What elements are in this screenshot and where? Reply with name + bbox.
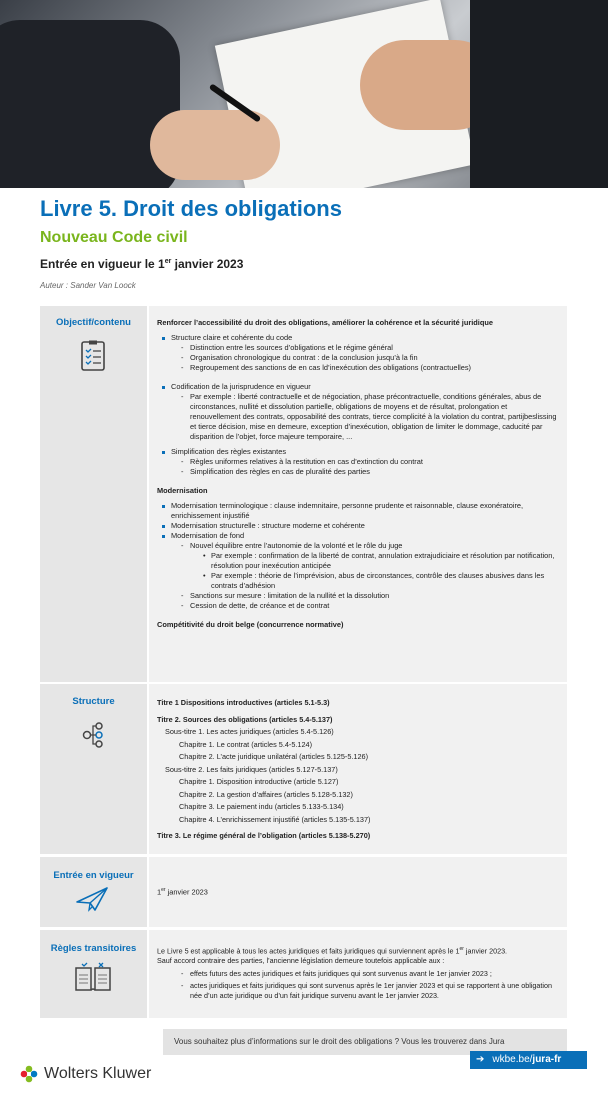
dash-item: - Nouvel équilibre entre l’autonomie de la volonté et le rôle du juge [157,541,559,551]
jura-link[interactable]: ➔ wkbe.be/jura-fr [470,1051,587,1069]
dash-item: - Règles uniformes relatives à la restitution en cas d’extinction du contrat [157,457,559,467]
regles-paragraph: Le Livre 5 est applicable à tous les actes juridiques et faits juridiques qui surviennent après le 1er janvier 2023. [157,946,508,956]
heading: Renforcer l’accessibilité du droit des obligations, améliorer la cohérence et la sécurité juridique [157,318,493,327]
book-icon [74,962,112,992]
structure-line: Chapitre 1. Disposition introductive (article 5.127) [179,777,339,786]
hero-photo [0,0,608,188]
dash-item: - Distinction entre les sources d’obligations et le régime général [157,343,559,353]
structure-line: Chapitre 3. Le paiement indu (articles 5.133-5.134) [179,802,344,811]
dash-item: - effets futurs des actes juridiques et faits juridiques qui sont survenus avant le 1er janvier 2023 ; [157,969,559,979]
section-label: Entrée en vigueur [53,870,134,881]
dash-item: - Par exemple : liberté contractuelle et de négociation, phase précontractuelle, conditions générales, abus de circonstances, nullité et dissolution partielle, obligations de moyens et de résultat, prolongation et renouvellement des contrats, opposabilité des contrats, tierce complicité à la violation du contrat, partijbeslissing et tierce décision, mise en demeure, exception d’inexécution, obligation de limiter le dommage, caducité par disparition de l’objet, force majeure temporaire, ... [157,392,559,442]
hand-left [150,110,280,180]
paper-plane-icon [75,886,109,912]
bullet: Modernisation structurelle : structure moderne et cohérente [157,521,559,531]
structure-line: Chapitre 2. La gestion d’affaires (articles 5.128-5.132) [179,789,353,799]
section-entree-left [40,857,147,927]
heading: Modernisation [157,486,208,495]
section-entree-content: 1er janvier 2023 [157,887,208,897]
dash-item: - Cession de dette, de créance et de contrat [157,601,559,611]
structure-line: Titre 2. Sources des obligations (articles 5.4-5.137) [157,714,333,724]
bullet: Modernisation terminologique : clause indemnitaire, personne prudente et raisonnable, clause exonératoire, enrichissement injustifié [157,501,559,521]
dash-item: - Regroupement des sanctions de en cas ld’inexécution des obligations (contractuelles) [157,363,559,373]
structure-line: Titre 3. Le régime général de l’obligation (articles 5.138-5.270) [157,831,371,840]
structure-line: Chapitre 4. L’enrichissement injustifié (articles 5.135-5.137) [179,814,371,824]
section-label: Objectif/contenu [56,317,131,328]
bullet: Codification de la jurisprudence en vigueur [157,382,559,392]
dash-item: - Sanctions sur mesure : limitation de la nullité et la dissolution [157,591,559,601]
structure-line: Sous-titre 1. Les actes juridiques (articles 5.4-5.126) [165,727,334,736]
suit-right [470,0,608,188]
regles-paragraph: Sauf accord contraire des parties, l’ancienne législation demeure toutefois applicable aux : [157,956,445,966]
dash-item: - Organisation chronologique du contrat : de la conclusion jusqu’à la fin [157,353,559,363]
bullet: Simplification des règles existantes [157,447,559,457]
info-bar: Vous souhaitez plus d’informations sur le droit des obligations ? Vous les trouverez dans Jura [163,1029,567,1055]
hierarchy-icon [81,722,105,748]
section-objectif-left [40,306,147,682]
section-objectif-content [157,318,559,630]
section-label: Règles transitoires [50,943,137,954]
section-label: Structure [72,696,115,707]
bullet: Modernisation de fond [157,531,559,541]
bullet: Structure claire et cohérente du code [157,333,559,343]
dash-item: - Simplification des règles en cas de pluralité des parties [157,467,559,477]
dash-item: - actes juridiques et faits juridiques qui sont survenus après le 1er janvier 2023 et qui se rapportent à une obligation née d’un acte juridique ou d’un fait juridique survenu avant le 1er janvier 2023. [157,981,559,1001]
suit-left [0,20,180,188]
wolters-kluwer-logo-icon [18,1063,40,1085]
heading: Compétitivité du droit belge (concurrence normative) [157,620,344,629]
structure-line: Sous-titre 2. Les faits juridiques (articles 5.127-5.137) [165,764,338,774]
checklist-icon [80,340,106,372]
section-structure-left [40,684,147,854]
author: Auteur : Sander Van Loock [40,281,136,290]
brand-name: Wolters Kluwer [44,1065,152,1082]
sub-bullet: • Par exemple : théorie de l’imprévision, abus de circonstances, contrôle des clauses abusives dans les contrats d’adhésion [157,571,559,591]
page-subtitle: Nouveau Code civil [40,229,188,246]
structure-line: Chapitre 2. L’acte juridique unilatéral (articles 5.125-5.126) [179,752,369,761]
arrow-right-icon: ➔ [476,1054,485,1065]
sub-bullet: • Par exemple : confirmation de la liberté de contrat, annulation extrajudiciaire et résolution par notification, résolution pour inexécution anticipée [157,551,559,571]
entree-heading: Entrée en vigueur le 1er janvier 2023 [40,257,244,271]
structure-line: Titre 1 Dispositions introductives (articles 5.1-5.3) [157,698,330,707]
section-structure-content [157,697,559,843]
structure-line: Chapitre 1. Le contrat (articles 5.4-5.124) [179,739,313,749]
section-regles-content [157,944,559,1001]
page-title: Livre 5. Droit des obligations [40,196,342,221]
section-regles-left [40,930,147,1018]
